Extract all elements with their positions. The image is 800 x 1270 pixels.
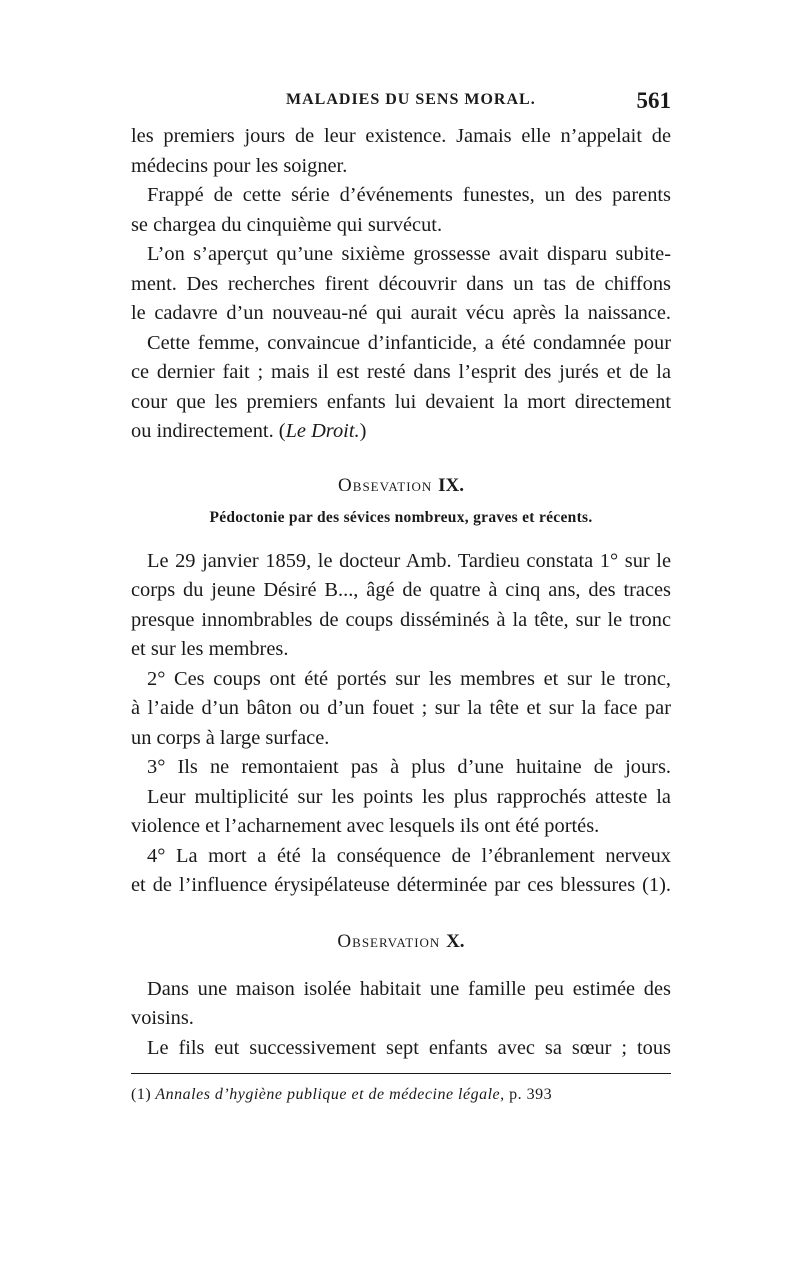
text-line: Leur multiplicité sur les points les plus rapprochés atteste la — [147, 785, 671, 808]
paragraph — [131, 181, 671, 240]
paragraph — [131, 240, 671, 329]
text-line: se chargea du cinquième qui survécut. — [131, 213, 443, 236]
running-title: MALADIES DU SENS MORAL. — [286, 91, 536, 108]
text-line: 4° La mort a été la conséquence de l’ébranlement nerveux — [147, 844, 671, 867]
paragraph — [131, 329, 671, 447]
text-run: ) — [359, 420, 367, 442]
source-citation: Le Droit. — [285, 420, 360, 442]
text-line: Le fils eut successivement sept enfants avec sa sœur ; tous — [147, 1036, 671, 1059]
text-line: et sur les membres. — [131, 638, 289, 660]
text-line: et de l’influence érysipélateuse déterminée par ces blessures (1). — [131, 874, 671, 896]
text-run: ou indirectement. ( — [131, 420, 286, 442]
paragraph — [131, 665, 671, 754]
text-line: Frappé de cette série d’événements funestes, un des parents — [147, 184, 671, 206]
text-line: Dans une maison isolée habitait une famille peu estimée des — [147, 977, 671, 1000]
text-line: ce dernier fait ; mais il est resté dans l’esprit des jurés et de la — [131, 361, 671, 383]
paragraph — [131, 842, 671, 901]
page-number: 561 — [636, 88, 671, 113]
footnote — [131, 1086, 671, 1104]
section-heading-observation-10 — [131, 931, 671, 953]
paragraph — [131, 783, 671, 842]
text-line: Le 29 janvier 1859, le docteur Amb. Tardieu constata 1° sur le — [147, 549, 671, 572]
text-line: un corps à large surface. — [131, 726, 330, 749]
section-heading-observation-9 — [131, 475, 671, 497]
paragraph — [131, 547, 671, 665]
paragraph — [131, 122, 671, 181]
text-line: les premiers jours de leur existence. Jamais elle n’appelait de — [131, 125, 671, 147]
text-line: violence et l’acharnement avec lesquels ils ont été portés. — [131, 815, 600, 837]
text-line: presque innombrables de coups disséminés à la tête, sur le tronc — [131, 608, 671, 631]
text-line: ment. Des recherches firent découvrir dans un tas de chiffons — [131, 272, 671, 295]
paragraph — [131, 1034, 671, 1064]
section-subtitle: Pédoctonie par des sévices nombreux, graves et récents. — [209, 508, 593, 526]
text-line: médecins pour les soigner. — [131, 154, 348, 177]
heading-number: X. — [446, 930, 465, 952]
text-line: le cadavre d’un nouveau-né qui aurait vécu après la naissance. — [131, 302, 671, 324]
heading-number: IX. — [438, 474, 464, 496]
text-line: à l’aide d’un bâton ou d’un fouet ; sur la tête et sur la face par — [131, 697, 671, 719]
document-page — [131, 88, 671, 1104]
footnote-mark: (1) — [131, 1086, 152, 1103]
text-line: Cette femme, convaincue d’infanticide, a été condamnée pour — [147, 331, 671, 354]
footnote-text: Annales d’hygiène publique et de médecine légale, — [155, 1086, 505, 1103]
paragraph — [131, 753, 671, 783]
heading-label: Obsevation — [338, 474, 433, 496]
footnote-page-ref: p. 393 — [509, 1086, 553, 1103]
text-line — [131, 417, 671, 447]
text-line: corps du jeune Désiré B..., âgé de quatre à cinq ans, des traces — [131, 579, 671, 601]
page-header — [131, 88, 671, 122]
paragraph — [131, 975, 671, 1034]
text-line: 2° Ces coups ont été portés sur les membres et sur le tronc, — [147, 667, 671, 690]
text-line: cour que les premiers enfants lui devaient la mort directement — [131, 390, 671, 413]
text-line: 3° Ils ne remontaient pas à plus d’une huitaine de jours. — [147, 756, 671, 778]
text-line: voisins. — [131, 1007, 194, 1029]
heading-label: Observation — [337, 930, 441, 952]
text-line: L’on s’aperçut qu’une sixième grossesse avait disparu subite- — [147, 243, 671, 265]
